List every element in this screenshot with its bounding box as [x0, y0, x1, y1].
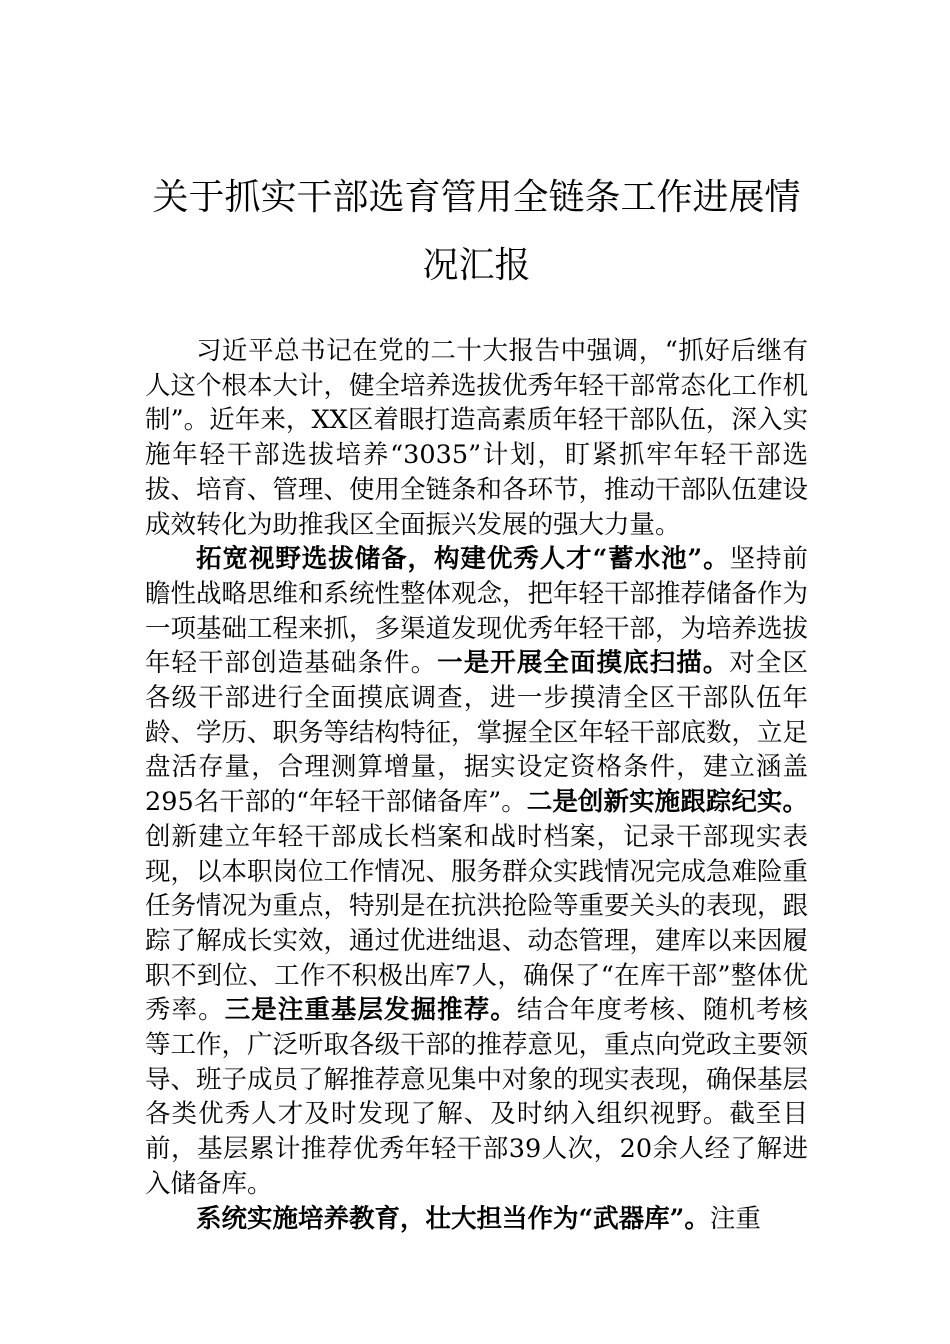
section-2-paragraph	[145, 1202, 808, 1237]
section-2-text-a: 注重	[709, 1203, 761, 1234]
section-1-text-a: 坚持前瞻性战略思维和系统性整体观念，把年轻干部推荐储备作为一项基础工程来抓，多渠道发现优秀年轻干部，为培养选拔年轻干部创造基础条件。	[145, 544, 809, 679]
section-1-point-2: 二是创新实施跟踪纪实。	[526, 787, 808, 818]
document-title	[145, 164, 808, 300]
section-1-heading: 拓宽视野选拔储备，构建优秀人才“蓄水池”。	[196, 544, 730, 575]
intro-text: 习近平总书记在党的二十大报告中强调，“抓好后继有人这个根本大计，健全培养选拔优秀年轻干部常态化工作机制”。近年来，XX区着眼打造高素质年轻干部队伍，深入实施年轻干部选拔培养“3035”计划，盯紧抓牢年轻干部选拔、培育、管理、使用全链条和各环节，推动干部队伍建设成效转化为助推我区全面振兴发展的强大力量。	[145, 336, 809, 540]
section-1-text-c: 创新建立年轻干部成长档案和战时档案，记录干部现实表现，以本职岗位工作情况、服务群众实践情况完成急难险重任务情况为重点，特别是在抗洪抢险等重要关头的表现，跟踪了解成长实效，通过优进绌退、动态管理，建库以来因履职不到位、工作不积极出库7人，确保了“在库干部”整体优秀率。	[145, 821, 809, 1026]
section-1-point-3: 三是注重基层发掘推荐。	[224, 995, 517, 1026]
title-line-2: 况汇报	[422, 245, 531, 286]
title-line-1: 关于抓实干部选育管用全链条工作进展情	[152, 177, 801, 218]
section-1-point-1: 一是开展全面摸底扫描。	[437, 648, 730, 679]
section-1-text-d: 结合年度考核、随机考核等工作，广泛听取各级干部的推荐意见，重点向党政主要领导、班子成员了解推荐意见集中对象的现实表现，确保基层各类优秀人才及时发现了解、及时纳入组织视野。截至目前，基层累计推荐优秀年轻干部39人次，20余人经了解进入储备库。	[145, 995, 809, 1199]
section-1-paragraph	[145, 542, 808, 1201]
section-2-heading: 系统实施培养教育，壮大担当作为“武器库”。	[196, 1203, 710, 1234]
intro-paragraph	[145, 334, 808, 542]
section-1-text-b: 对全区各级干部进行全面摸底调查，进一步摸清全区干部队伍年龄、学历、职务等结构特征，掌握全区年轻干部底数，立足盘活存量，合理测算增量，据实设定资格条件，建立涵盖295名干部的“年轻干部储备库”。	[145, 648, 809, 818]
